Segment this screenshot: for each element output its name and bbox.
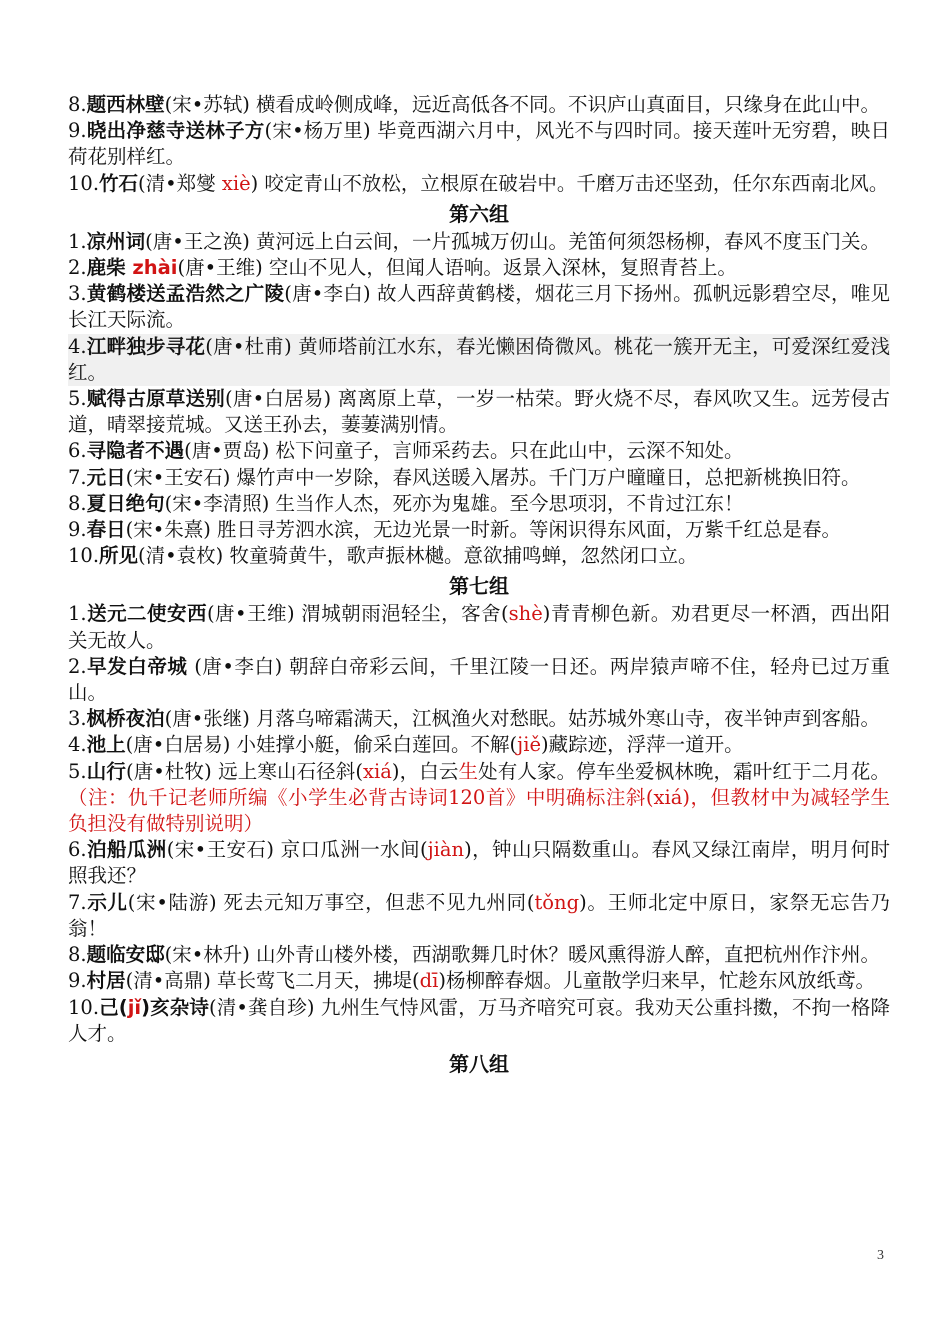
poem-number: 5.: [68, 387, 87, 411]
poem-author: (宋•朱熹): [125, 518, 211, 542]
poem-text: )。王师北定中原日，家祭无忘告乃翁！: [68, 890, 890, 940]
poem-author: (宋•王安石): [166, 838, 274, 862]
poem-text: 九州生气恃风雷，万马齐喑究可哀。我劝天公重抖擞，不拘一格降人才。: [68, 995, 890, 1045]
poem-entry: [68, 334, 890, 386]
poem-author: (宋•李清照): [164, 491, 270, 515]
poem-entry: [68, 995, 890, 1047]
poem-number: 9.: [68, 518, 87, 542]
pinyin-note: xiè: [221, 171, 251, 195]
document-page: [68, 92, 890, 1079]
poem-number: 2.: [68, 654, 87, 678]
poem-entry: [68, 229, 890, 255]
poem-text: )，白云: [391, 759, 459, 783]
poem-entry: [68, 517, 890, 543]
poem-entry: [68, 255, 890, 281]
pinyin-note: dī: [419, 969, 439, 993]
poem-number: 3.: [68, 282, 87, 306]
poem-text: 松下问童子，言师采药去。只在此山中，云深不知处。: [269, 439, 744, 463]
poem-author: (宋•苏轼): [164, 93, 250, 116]
poem-title: 泊船瓜洲: [86, 838, 167, 862]
poem-number: 9.: [68, 119, 87, 143]
page-number: 3: [877, 1248, 884, 1263]
poem-text: 离离原上草，一岁一枯荣。野火烧不尽，春风吹又生。远芳侵古道，晴翠接荒城。又送王孙去，萋萋满别情。: [68, 387, 890, 437]
poem-number: 4.: [68, 733, 87, 757]
poem-title: 池上: [86, 733, 126, 757]
pinyin-note: tǒng: [534, 890, 580, 914]
pinyin-note: shè: [508, 602, 543, 626]
poem-author: (唐•贾岛): [184, 439, 270, 463]
poem-text: 毕竟西湖六月中，风光不与四时同。接天莲叶无穷碧，映日荷花别样红。: [68, 119, 890, 169]
poem-text: 黄师塔前江水东，春光懒困倚微风。桃花一簇开无主，可爱深红爱浅红。: [68, 334, 890, 384]
poem-author: (清•郑燮: [138, 171, 222, 195]
poem-number: 2.: [68, 256, 87, 280]
poem-text: 远上寒山石径斜(: [211, 759, 364, 783]
poem-number: 10.: [68, 544, 100, 568]
poem-number: 9.: [68, 969, 87, 993]
poem-text: 京口瓜洲一水间(: [273, 838, 428, 862]
pinyin-note: （注：仇千记老师所编《小学生必背古诗词120首》中明确标注斜(xiá)，但教材中为减轻学生负担没有做特别说明）: [68, 785, 890, 836]
group-heading: 第七组: [449, 574, 509, 599]
poem-text: 故人西辞黄鹤楼，烟花三月下扬州。孤帆远影碧空尽，唯见长江天际流。: [68, 282, 890, 332]
poem-entry: [68, 92, 890, 118]
poem-author: (唐•李白): [284, 282, 371, 306]
poem-title: 竹石: [99, 171, 139, 195]
poem-title: 凉州词: [86, 229, 146, 253]
poem-text: 渭城朝雨浥轻尘，客舍(: [294, 602, 509, 626]
poem-text: )青青柳色新。劝君更尽一杯酒，西出阳关无故人。: [68, 602, 891, 652]
poem-text: 胜日寻芳泗水滨，无边光景一时新。等闲识得东风面，万紫千红总是春。: [210, 518, 842, 542]
poem-entry: [68, 386, 890, 438]
poem-number: 3.: [68, 707, 87, 731]
poem-title-rest: )亥杂诗: [141, 995, 210, 1019]
title-pinyin: zhài: [132, 256, 178, 280]
poem-title: 晓出净慈寺送林子方: [86, 119, 265, 143]
poem-title: 题临安邸: [86, 943, 165, 967]
poem-title: 示儿: [86, 890, 128, 914]
poem-number: 8.: [68, 943, 87, 967]
poem-text: 山外青山楼外楼，西湖歌舞几时休？暖风熏得游人醉，直把杭州作汴州。: [249, 943, 881, 967]
poem-author: (清•袁枚): [138, 544, 224, 568]
poem-entry: [68, 890, 890, 942]
poem-entry: [68, 968, 890, 994]
poem-title: 黄鹤楼送孟浩然之广陵: [86, 282, 285, 306]
poem-title: 题西林壁: [86, 93, 165, 116]
poem-number: 5.: [68, 759, 87, 783]
group-heading: 第八组: [449, 1051, 509, 1076]
poem-number: 7.: [68, 465, 87, 489]
pinyin-note: 生: [458, 759, 479, 783]
poem-text: 朝辞白帝彩云间，千里江陵一日还。两岸猿声啼不住，轻舟已过万重山。: [68, 654, 890, 705]
poem-author: (唐•王之涣): [145, 229, 250, 253]
poem-entry: [68, 465, 890, 491]
poem-text: 牧童骑黄牛，歌声振林樾。意欲捕鸣蝉，忽然闭口立。: [223, 544, 698, 568]
poem-title: 夏日绝句: [86, 491, 165, 515]
poem-text: )，钟山只隔数重山。春风又绿江南岸，明月何时照我还？: [68, 838, 891, 888]
poem-text: 死去元知万事空，但悲不见九州同(: [216, 890, 535, 914]
poem-entry: [68, 601, 890, 653]
poem-title: 赋得古原草送别: [86, 387, 226, 411]
poem-author: (唐•白居易): [125, 733, 231, 757]
poem-number: 1.: [68, 602, 87, 626]
poem-text: 横看成岭侧成峰，远近高低各不同。不识庐山真面目，只缘身在此山中。: [249, 93, 881, 116]
poem-title: 己(: [99, 995, 128, 1019]
poem-title: 春日: [86, 518, 126, 542]
poem-author: (唐•张继): [164, 707, 250, 731]
poem-title: 江畔独步寻花: [86, 334, 206, 358]
poem-entry: [68, 171, 890, 197]
poem-text: 生当作人杰，死亦为鬼雄。至今思项羽，不肯过江东！: [269, 491, 744, 515]
poem-author: (宋•杨万里): [264, 119, 371, 143]
poem-number: 6.: [68, 439, 87, 463]
poem-title: 枫桥夜泊: [86, 707, 165, 731]
poem-author: (唐•白居易): [225, 387, 332, 411]
poem-text: 草长莺飞二月天，拂堤(: [210, 969, 420, 993]
poem-entry: [68, 759, 890, 838]
poem-entry: [68, 438, 890, 464]
poem-number: 4.: [68, 334, 87, 358]
poem-entry: [68, 706, 890, 732]
poem-author: (唐•王维): [177, 256, 263, 280]
poem-author: (宋•陆游): [127, 890, 217, 914]
poem-title: 早发白帝城: [86, 654, 188, 678]
poem-author: (宋•林升): [164, 943, 250, 967]
poem-entry: [68, 281, 890, 333]
poem-text: 月落乌啼霜满天，江枫渔火对愁眠。姑苏城外寒山寺，夜半钟声到客船。: [249, 707, 881, 731]
poem-title: 山行: [86, 759, 126, 783]
pinyin-note: jiě: [517, 733, 541, 757]
poem-entry: [68, 491, 890, 517]
poem-title: 所见: [99, 544, 139, 568]
poem-title: 鹿柴: [86, 256, 133, 280]
poem-number: 7.: [68, 890, 87, 914]
poem-entry: [68, 942, 890, 968]
poem-author: (唐•杜牧): [125, 759, 212, 783]
poem-number: 10.: [68, 171, 100, 195]
title-pinyin: jǐ: [127, 995, 142, 1019]
poem-author: (唐•杜甫): [205, 334, 292, 358]
poem-entry: [68, 654, 890, 706]
poem-text: 爆竹声中一岁除，春风送暖入屠苏。千门万户曈曈日，总把新桃换旧符。: [230, 465, 861, 489]
group-heading: 第六组: [449, 201, 509, 226]
poem-number: 1.: [68, 229, 87, 253]
poem-text: ) 咬定青山不放松，立根原在破岩中。千磨万击还坚劲，任尔东西南北风。: [250, 171, 889, 195]
poem-title: 送元二使安西: [86, 602, 207, 626]
poem-text: )杨柳醉春烟。儿童散学归来早，忙趁东风放纸鸢。: [438, 969, 875, 993]
poem-author: (清•高鼎): [125, 969, 211, 993]
poem-text: )藏踪迹，浮萍一道开。: [540, 733, 744, 757]
poem-number: 6.: [68, 838, 87, 862]
poem-author: (宋•王安石): [125, 465, 231, 489]
poem-entry: [68, 837, 890, 889]
poem-author: (唐•李白): [187, 654, 283, 678]
poem-entry: [68, 732, 890, 758]
poem-entry: [68, 543, 890, 569]
poem-author: (清•龚自珍): [209, 995, 315, 1019]
poem-text: 小娃撑小艇，偷采白莲回。不解(: [230, 733, 518, 757]
poem-number: 10.: [68, 995, 100, 1019]
poem-title: 元日: [86, 465, 126, 489]
pinyin-note: xiá: [363, 759, 392, 783]
poem-number: 8.: [68, 491, 87, 515]
poem-text: 空山不见人，但闻人语响。返景入深林，复照青苔上。: [262, 256, 737, 280]
pinyin-note: jiàn: [427, 838, 465, 862]
poem-number: 8.: [68, 93, 87, 116]
poem-title: 村居: [86, 969, 126, 993]
poem-entry: [68, 118, 890, 170]
poem-text: 处有人家。停车坐爱枫林晚，霜叶红于二月花。: [478, 759, 890, 783]
poem-text: 黄河远上白云间，一片孤城万仞山。羌笛何须怨杨柳，春风不度玉门关。: [249, 229, 881, 253]
poem-title: 寻隐者不遇: [86, 439, 185, 463]
poem-author: (唐•王维): [206, 602, 295, 626]
